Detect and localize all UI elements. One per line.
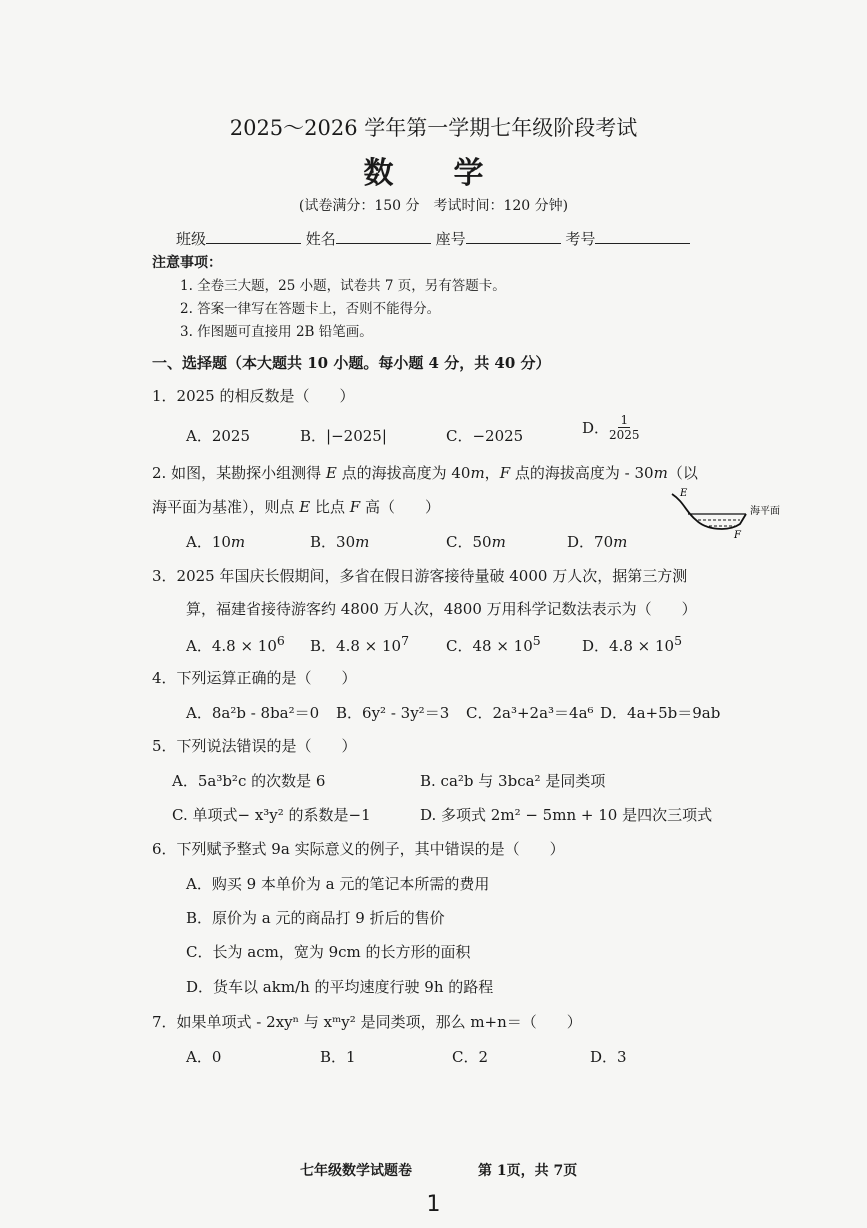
q5-option-b: B. ca²b 与 3bca² 是同类项: [420, 772, 606, 790]
student-info-row: [176, 228, 690, 249]
seat-label: 座号: [435, 230, 466, 248]
question-3-line2: 算，福建省接待游客约 4800 万人次，4800 万用科学记数法表示为（ ）: [186, 600, 697, 618]
sea-level-figure: [658, 484, 788, 544]
q1-option-b: B．|−2025|: [300, 427, 387, 445]
q6-option-d: D．货车以 akm/h 的平均速度行驶 9h 的路程: [186, 978, 494, 996]
q5-option-c: C. 单项式− x³y² 的系数是−1: [172, 806, 371, 824]
fraction-numerator: 1: [620, 413, 629, 427]
q5-option-a: A．5a³b²c 的次数是 6: [172, 772, 326, 790]
question-7-stem: 7．如果单项式 - 2xyⁿ 与 xᵐy² 是同类项，那么 m+n＝（ ）: [152, 1013, 582, 1031]
q3-option-d: D．$4.8 \times 10^5$: [582, 633, 683, 655]
sea-level-label: 海平面: [750, 506, 780, 517]
q6-option-b: B．原价为 a 元的商品打 9 折后的售价: [186, 909, 445, 927]
q4-option-a: A．8a²b - 8ba²＝0: [186, 704, 320, 722]
q3-option-b: B．$4.8 \times 10^7$: [310, 633, 410, 655]
note-item: 3. 作图题可直接用 2B 铅笔画。: [180, 324, 373, 340]
q1-d-prefix: D．: [582, 419, 610, 437]
section-heading: 一、选择题（本大题共 10 小题。每小题 4 分，共 40 分）: [152, 354, 551, 372]
q2-option-c: C．50m: [446, 533, 506, 551]
class-blank: [206, 229, 301, 244]
note-item: 1. 全卷三大题，25 小题，试卷共 7 页，另有答题卡。: [180, 278, 506, 294]
class-label: 班级: [176, 230, 207, 248]
footer-page-info: 第 1页，共 7页: [478, 1163, 578, 1179]
q4-option-b: B．6y² - 3y²＝3: [336, 704, 450, 722]
q2-option-b: B．30m: [310, 533, 370, 551]
q1-option-c: C．−2025: [446, 427, 524, 445]
q2-option-d: D．70m: [567, 533, 628, 551]
q3-option-a: A．$4.8 \times 10^6$: [186, 633, 285, 655]
footer-title: 七年级数学试题卷: [300, 1163, 412, 1179]
exam-meta: (试卷满分：150 分 考试时间：120 分钟): [298, 198, 569, 214]
q4-option-c: C．2a³+2a³＝4a⁶: [466, 704, 594, 722]
note-item: 2. 答案一律写在答题卡上，否则不能得分。: [180, 301, 441, 317]
fraction-denominator: 2025: [609, 428, 640, 442]
q7-option-d: D．3: [590, 1048, 627, 1066]
question-4-stem: 4．下列运算正确的是（ ）: [152, 669, 357, 687]
fraction: [609, 413, 640, 442]
point-e-label: E: [680, 488, 688, 499]
q6-option-c: C．长为 acm，宽为 9cm 的长方形的面积: [186, 943, 471, 961]
exam-no-label: 考号: [565, 230, 596, 248]
q7-option-c: C．2: [452, 1048, 489, 1066]
question-6-stem: 6．下列赋予整式 9a 实际意义的例子，其中错误的是（ ）: [152, 840, 565, 858]
question-2-line2: 海平面为基准），则点 E 比点 F 高（ ）: [152, 498, 440, 516]
q6-option-a: A．购买 9 本单价为 a 元的笔记本所需的费用: [186, 875, 490, 893]
q7-option-b: B．1: [320, 1048, 356, 1066]
subject-title: 数学: [363, 156, 544, 191]
q1-option-a: A．2025: [186, 427, 251, 445]
name-label: 姓名: [305, 230, 336, 248]
q1-option-d: [582, 413, 640, 442]
q2-option-a: A．10m: [186, 533, 246, 551]
q7-option-a: A．0: [186, 1048, 222, 1066]
point-f-label: F: [734, 530, 741, 541]
q3-option-c: C．$48 \times 10^5$: [446, 633, 541, 655]
notes-heading: 注意事项：: [152, 255, 222, 271]
name-blank: [336, 229, 431, 244]
exam-title: 2025～2026 学年第一学期七年级阶段考试: [229, 116, 638, 140]
question-2-line1: 2. 如图，某勘探小组测得 E 点的海拔高度为 40m，F 点的海拔高度为 - 30m（以: [152, 464, 698, 482]
page-number: 1: [426, 1192, 441, 1217]
terrain-line: [672, 494, 746, 529]
question-3-line1: 3．2025 年国庆长假期间，多省在假日游客接待量破 4000 万人次，据第三方测: [152, 567, 688, 585]
q4-option-d: D．4a+5b＝9ab: [600, 704, 721, 722]
q5-option-d: D. 多项式 2m² − 5mn + 10 是四次三项式: [420, 806, 713, 824]
exam-no-blank: [595, 229, 690, 244]
question-1-stem: 1．2025 的相反数是（ ）: [152, 387, 355, 405]
seat-blank: [466, 229, 561, 244]
question-5-stem: 5．下列说法错误的是（ ）: [152, 737, 357, 755]
